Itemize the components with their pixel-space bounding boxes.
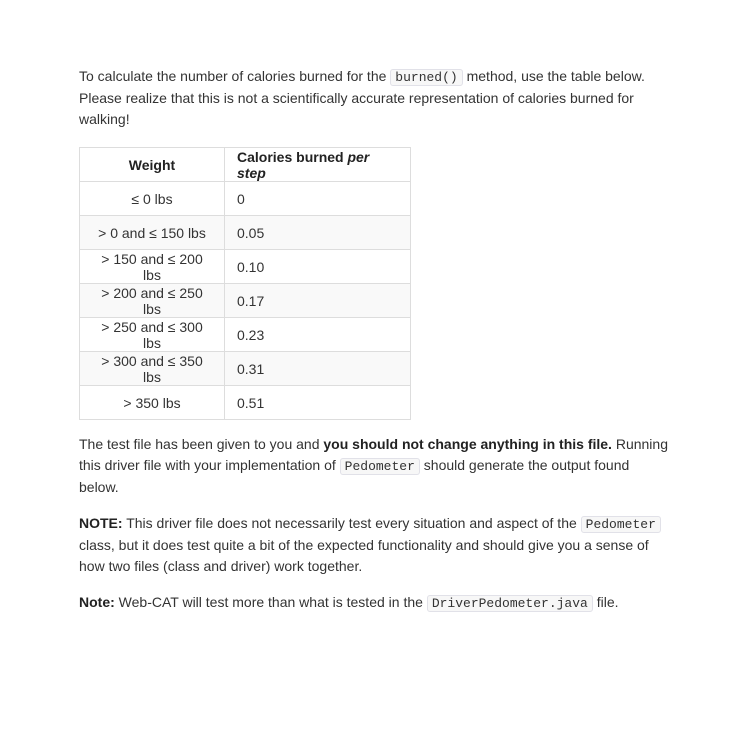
test-text-2: Running this driver file with your implementation of [79,436,668,473]
pedometer-code: Pedometer [581,516,661,533]
table-row [80,216,411,250]
note-paragraph [79,513,669,577]
calories-table [79,147,411,420]
pedometer-code: Pedometer [340,458,420,475]
webcat-note-label: Note: [79,594,115,610]
test-text-1: The test file has been given to you and [79,436,324,452]
intro-text-before: To calculate the number of calories burned for the [79,68,391,84]
driver-pedometer-code: DriverPedometer.java [427,595,593,612]
test-file-paragraph [79,434,669,498]
weight-cell: > 350 lbs [80,386,225,420]
intro-paragraph [79,66,669,130]
calories-cell: 0.10 [225,250,411,284]
webcat-text-1: Web-CAT will test more than what is tested in the [114,594,427,610]
weight-cell: > 0 and ≤ 150 lbs [80,216,225,250]
weight-cell: > 200 and ≤ 250 lbs [80,284,225,318]
weight-cell: > 150 and ≤ 200 lbs [80,250,225,284]
header-calories-emphasis: per step [237,148,370,181]
table-row [80,386,411,420]
calories-cell: 0.17 [225,284,411,318]
table-row [80,352,411,386]
table-row [80,182,411,216]
table-header-row [80,148,411,182]
calories-cell: 0.23 [225,318,411,352]
table-row [80,250,411,284]
weight-cell: ≤ 0 lbs [80,182,225,216]
test-bold-warning: you should not change anything in this file. [323,436,612,452]
webcat-paragraph [79,592,669,614]
weight-cell: > 250 and ≤ 300 lbs [80,318,225,352]
note-text-1: This driver file does not necessarily test every situation and aspect of the [122,515,581,531]
table-row [80,284,411,318]
header-calories-prefix: Calories burned [237,148,348,165]
intro-text-after: method, use the table below. Please realize that this is not a scientifically accurate representation of calories burned for walking! [79,68,645,127]
calories-cell: 0 [225,182,411,216]
header-calories [225,148,411,182]
calories-cell: 0.05 [225,216,411,250]
note-text-2: class, but it does test quite a bit of the expected functionality and should give you a sense of how two files (class and driver) work together. [79,537,649,574]
weight-cell: > 300 and ≤ 350 lbs [80,352,225,386]
calories-cell: 0.31 [225,352,411,386]
test-text-3: should generate the output found below. [79,457,630,495]
table-row [80,318,411,352]
main-content [79,66,669,614]
calories-cell: 0.51 [225,386,411,420]
note-label: NOTE: [79,515,123,531]
webcat-text-2: file. [592,594,619,610]
burned-method-code: burned() [390,69,462,86]
header-weight: Weight [80,148,225,182]
